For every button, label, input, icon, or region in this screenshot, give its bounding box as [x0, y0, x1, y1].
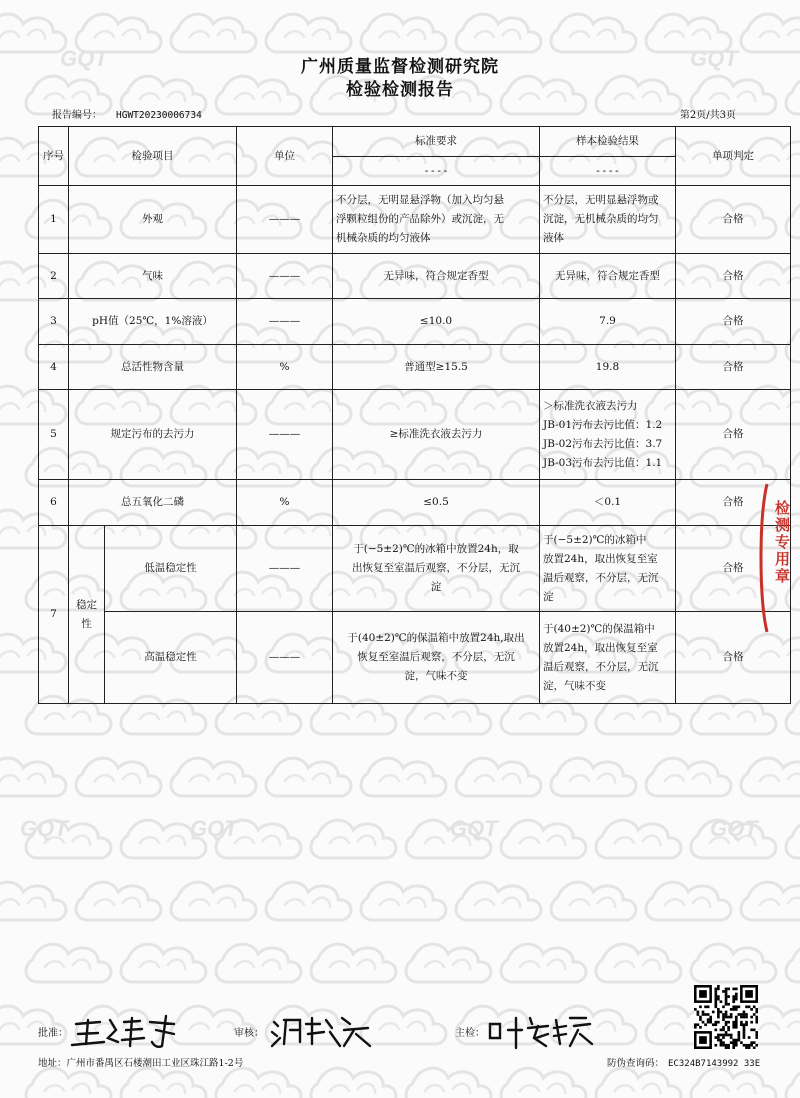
- row-item: 外观: [69, 186, 237, 254]
- table-row: [39, 480, 791, 526]
- row-judgment: 合格: [676, 612, 791, 704]
- row-item: 气味: [69, 254, 237, 299]
- row-standard: [333, 254, 540, 299]
- row-item: 规定污布的去污力: [69, 390, 237, 480]
- row-result-line: 淀，气味不变: [543, 679, 606, 692]
- table-row: [39, 390, 791, 480]
- row-unit: ———: [237, 526, 333, 612]
- header-result: 样本检验结果: [540, 127, 676, 157]
- row-standard-line: 恢复至室温后观察，不分层，无沉: [357, 651, 515, 663]
- row-item: pH值（25℃，1%溶液）: [69, 299, 237, 345]
- row-result-line: ＜0.1: [593, 496, 622, 508]
- row-result-line: JB-02污布去污比值：3.7: [543, 437, 663, 450]
- row-result-line: 放置24h，取出恢复至室: [543, 552, 658, 565]
- row-judgment: 合格: [676, 390, 791, 480]
- row-judgment: 合格: [676, 186, 791, 254]
- anticounterfeit-label: 防伪查询码：: [607, 1058, 665, 1069]
- row-result-line: 19.8: [595, 360, 620, 373]
- row-result: [540, 612, 676, 704]
- row-result: [540, 299, 676, 345]
- address-value: 广州市番禺区石楼潮田工业区珠江路1-2号: [66, 1058, 244, 1069]
- approver-signature: [70, 1012, 180, 1050]
- row-judgment: 合格: [676, 299, 791, 345]
- report-number: [52, 106, 202, 121]
- row-result: [540, 390, 676, 480]
- stability-group-label: 稳定性: [69, 526, 105, 704]
- row-standard-line: 浮颗粒组份的产品除外）或沉淀，无: [336, 213, 504, 225]
- row-standard: [333, 526, 540, 612]
- row-result-line: 无异味，符合规定香型: [555, 269, 660, 282]
- row-unit: ———: [237, 186, 333, 254]
- row-seq: 3: [39, 299, 69, 345]
- row-result: [540, 480, 676, 526]
- address: [38, 1055, 243, 1069]
- row-standard: [333, 345, 540, 390]
- row-unit: ———: [237, 299, 333, 345]
- stamp-text: 检测专用章: [773, 500, 791, 585]
- header-result-sub: ----: [540, 157, 676, 186]
- row-seq: 4: [39, 345, 69, 390]
- row-standard-line: 普通型≥15.5: [404, 360, 468, 373]
- inspection-stamp: [757, 478, 800, 638]
- row-result-line: JB-01污布去污比值：1.2: [543, 418, 663, 431]
- row-standard-line: 不分层，无明显悬浮物（加入均匀悬: [336, 194, 504, 206]
- row-item: 高温稳定性: [105, 612, 237, 704]
- row-result-line: 温后观察，不分层，无沉: [543, 571, 659, 584]
- row-result-line: 于(40±2)℃的保温箱中: [543, 622, 655, 635]
- examiner-label: 主检：: [455, 1028, 485, 1039]
- row-unit: %: [237, 345, 333, 390]
- report-number-value: HGWT20230006734: [116, 110, 202, 121]
- row-unit: ———: [237, 612, 333, 704]
- row-result-line: ＞标准洗衣液去污力: [543, 399, 638, 412]
- row-result-line: 放置24h，取出恢复至室: [543, 641, 658, 654]
- row-result-line: 沉淀，无机械杂质的均匀: [543, 213, 659, 225]
- row-standard: [333, 390, 540, 480]
- watermark-text: GQT: [690, 46, 738, 71]
- row-standard-line: ≤10.0: [419, 315, 453, 327]
- approver-label: 批准：: [38, 1028, 68, 1039]
- header-unit: 单位: [237, 127, 333, 186]
- row-seq: 2: [39, 254, 69, 299]
- row-unit: %: [237, 480, 333, 526]
- row-standard-line: 淀: [430, 581, 442, 593]
- header-standard: 标准要求: [333, 127, 540, 157]
- reviewer-label: 审核：: [234, 1028, 264, 1039]
- report-title: 检验检测报告: [346, 80, 454, 100]
- watermark-text: GQT: [60, 46, 108, 71]
- anticounterfeit: [607, 1055, 760, 1069]
- row-result-line: 于(−5±2)℃的冰箱中: [543, 533, 647, 546]
- institute-name: 广州质量监督检测研究院: [301, 57, 499, 77]
- row-standard-line: 无异味，符合规定香型: [383, 269, 489, 282]
- row-seq: 5: [39, 390, 69, 480]
- address-label: 地址：: [38, 1058, 67, 1069]
- inspection-table: [38, 126, 791, 704]
- header-item: 检验项目: [69, 127, 237, 186]
- row-judgment: 合格: [676, 526, 791, 612]
- row-result: [540, 186, 676, 254]
- row-standard-line: 于(40±2)℃的保温箱中放置24h,取出: [347, 632, 525, 644]
- watermark-text: GQT: [190, 816, 238, 841]
- row-standard-line: ≤0.5: [423, 496, 449, 508]
- row-unit: ———: [237, 390, 333, 480]
- row-result-line: 温后观察，不分层，无沉: [543, 660, 659, 673]
- table-row: [39, 526, 791, 612]
- watermark-text: GQT: [20, 816, 68, 841]
- row-result-line: JB-03污布去污比值：1.1: [543, 456, 663, 469]
- row-item: 总五氧化二磷: [69, 480, 237, 526]
- row-item: 总活性物含量: [69, 345, 237, 390]
- row-judgment: 合格: [676, 345, 791, 390]
- table-row: [39, 186, 791, 254]
- row-standard-line: 于(−5±2)℃的冰箱中放置24h，取: [353, 543, 519, 555]
- row-judgment: 合格: [676, 480, 791, 526]
- header-standard-sub: ----: [333, 157, 540, 186]
- header-seq: 序号: [39, 127, 69, 186]
- table-row: [39, 299, 791, 345]
- row-judgment: 合格: [676, 254, 791, 299]
- header-judgment: 单项判定: [676, 127, 791, 186]
- row-result-line: 淀: [543, 590, 554, 603]
- row-standard-line: 淀，气味不变: [404, 670, 468, 682]
- row-standard: [333, 612, 540, 704]
- row-result: [540, 345, 676, 390]
- row-result-line: 液体: [543, 232, 564, 244]
- row-seq: 6: [39, 480, 69, 526]
- row-standard: [333, 480, 540, 526]
- table-row: [39, 612, 791, 704]
- table-row: [39, 345, 791, 390]
- row-result-line: 不分层，无明显悬浮物或: [543, 194, 659, 206]
- row-standard-line: ≥标准洗衣液去污力: [389, 428, 483, 440]
- row-item: 低温稳定性: [105, 526, 237, 612]
- table-row: [39, 254, 791, 299]
- page-info: 第2页/共3页: [679, 110, 736, 121]
- watermark-text: GQT: [450, 816, 498, 841]
- anticounterfeit-code: EC324B7143992 33E: [668, 1059, 761, 1069]
- row-seq: 7: [39, 526, 69, 704]
- qr-code-icon[interactable]: [694, 985, 758, 1049]
- row-standard-line: 出恢复至室温后观察，不分层，无沉: [352, 562, 520, 574]
- watermark-text: GQT: [710, 816, 758, 841]
- signature-row: [0, 1012, 800, 1052]
- row-result-line: 7.9: [599, 315, 616, 327]
- report-number-label: 报告编号：: [52, 110, 102, 121]
- reviewer-signature: [268, 1012, 378, 1050]
- row-standard: [333, 186, 540, 254]
- row-result: [540, 526, 676, 612]
- row-seq: 1: [39, 186, 69, 254]
- row-standard: [333, 299, 540, 345]
- row-result: [540, 254, 676, 299]
- row-standard-line: 机械杂质的均匀液体: [336, 232, 431, 244]
- row-unit: ———: [237, 254, 333, 299]
- examiner-signature: [486, 1012, 596, 1050]
